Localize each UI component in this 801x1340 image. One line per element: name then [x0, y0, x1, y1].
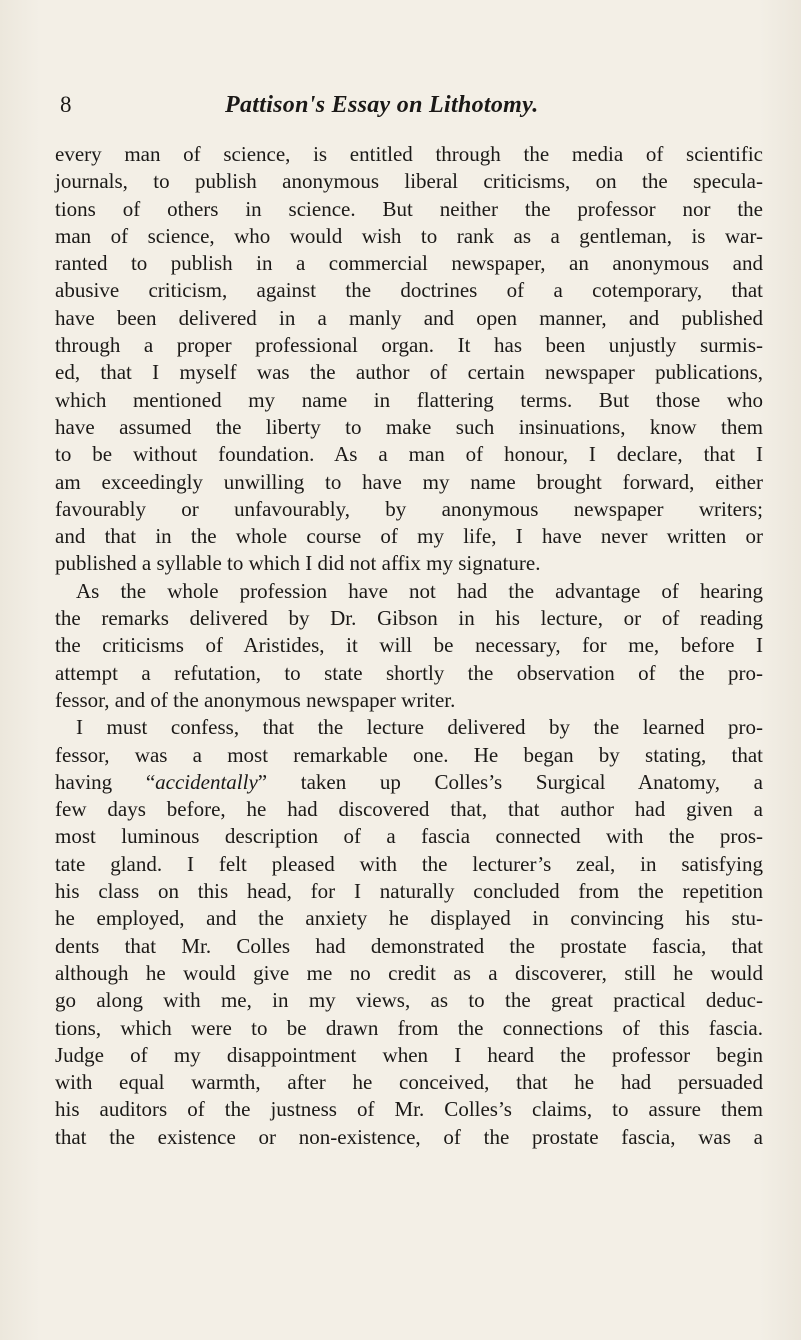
text-line: tions, which were to be drawn from the connections of this fascia.: [55, 1015, 763, 1040]
text-line: man of science, who would wish to rank as a gentleman, is war-: [55, 223, 763, 248]
text-line: and that in the whole course of my life, I have never written or: [55, 524, 763, 549]
text-line: fessor, and of the anonymous newspaper writer.: [55, 687, 456, 712]
text-line: he employed, and the anxiety he displayed in convincing his stu-: [55, 906, 763, 931]
text-line: Judge of my disappointment when I heard the professor begin: [55, 1042, 763, 1067]
text-line: his class on this head, for I naturally concluded from the repetition: [55, 879, 763, 904]
text-line: the remarks delivered by Dr. Gibson in his lecture, or of reading: [55, 606, 763, 631]
text-line: I must confess, that the lecture delivered by the learned pro-: [76, 715, 763, 740]
text-line: have assumed the liberty to make such insinuations, know them: [55, 414, 763, 439]
text-segment: having “: [55, 769, 156, 794]
text-line: favourably or unfavourably, by anonymous newspaper writers;: [55, 496, 763, 521]
text-line: although he would give me no credit as a discoverer, still he would: [55, 960, 763, 985]
text-line: journals, to publish anonymous liberal criticisms, on the specula-: [55, 169, 763, 194]
emphasized-word: accidentally: [155, 769, 258, 794]
text-line: most luminous description of a fascia connected with the pros-: [55, 824, 763, 849]
text-line: published a syllable to which I did not affix my signature.: [55, 551, 541, 576]
text-line: every man of science, is entitled through the media of scientific: [55, 142, 763, 166]
text-line: with equal warmth, after he conceived, that he had persuaded: [55, 1070, 763, 1095]
running-head: [60, 90, 750, 120]
text-line: that the existence or non-existence, of the prostate fascia, was a: [55, 1124, 763, 1149]
text-line: tate gland. I felt pleased with the lecturer’s zeal, in satisfying: [55, 851, 763, 876]
text-line: fessor, was a most remarkable one. He began by stating, that: [55, 742, 763, 767]
text-segment: ” taken up Colles’s Surgical Anatomy, a: [257, 769, 763, 794]
text-line: tions of others in science. But neither the professor nor the: [55, 196, 763, 221]
text-line: abusive criticism, against the doctrines of a cotemporary, that: [55, 278, 763, 303]
text-line: the criticisms of Aristides, it will be necessary, for me, before I: [55, 633, 763, 658]
running-title: Pattison's Essay on Lithotomy.: [225, 92, 539, 118]
text-line: dents that Mr. Colles had demonstrated the prostate fascia, that: [55, 933, 763, 958]
text-line: [55, 769, 763, 796]
text-line: go along with me, in my views, as to the great practical deduc-: [55, 988, 763, 1013]
text-line: attempt a refutation, to state shortly the observation of the pro-: [55, 660, 763, 685]
body-text: [55, 141, 763, 1151]
text-line: ed, that I myself was the author of certain newspaper publications,: [55, 360, 763, 385]
text-line: have been delivered in a manly and open manner, and published: [55, 305, 763, 330]
page-number: 8: [60, 92, 72, 117]
text-line: through a proper professional organ. It has been unjustly surmis-: [55, 333, 763, 358]
text-line: which mentioned my name in flattering terms. But those who: [55, 387, 763, 412]
text-line: his auditors of the justness of Mr. Colles’s claims, to assure them: [55, 1097, 763, 1122]
text-line: am exceedingly unwilling to have my name brought forward, either: [55, 469, 763, 494]
text-line: to be without foundation. As a man of honour, I declare, that I: [55, 442, 763, 467]
text-line: ranted to publish in a commercial newspaper, an anonymous and: [55, 251, 763, 276]
text-line: few days before, he had discovered that, that author had given a: [55, 797, 763, 822]
text-line: As the whole profession have not had the advantage of hearing: [76, 578, 763, 603]
